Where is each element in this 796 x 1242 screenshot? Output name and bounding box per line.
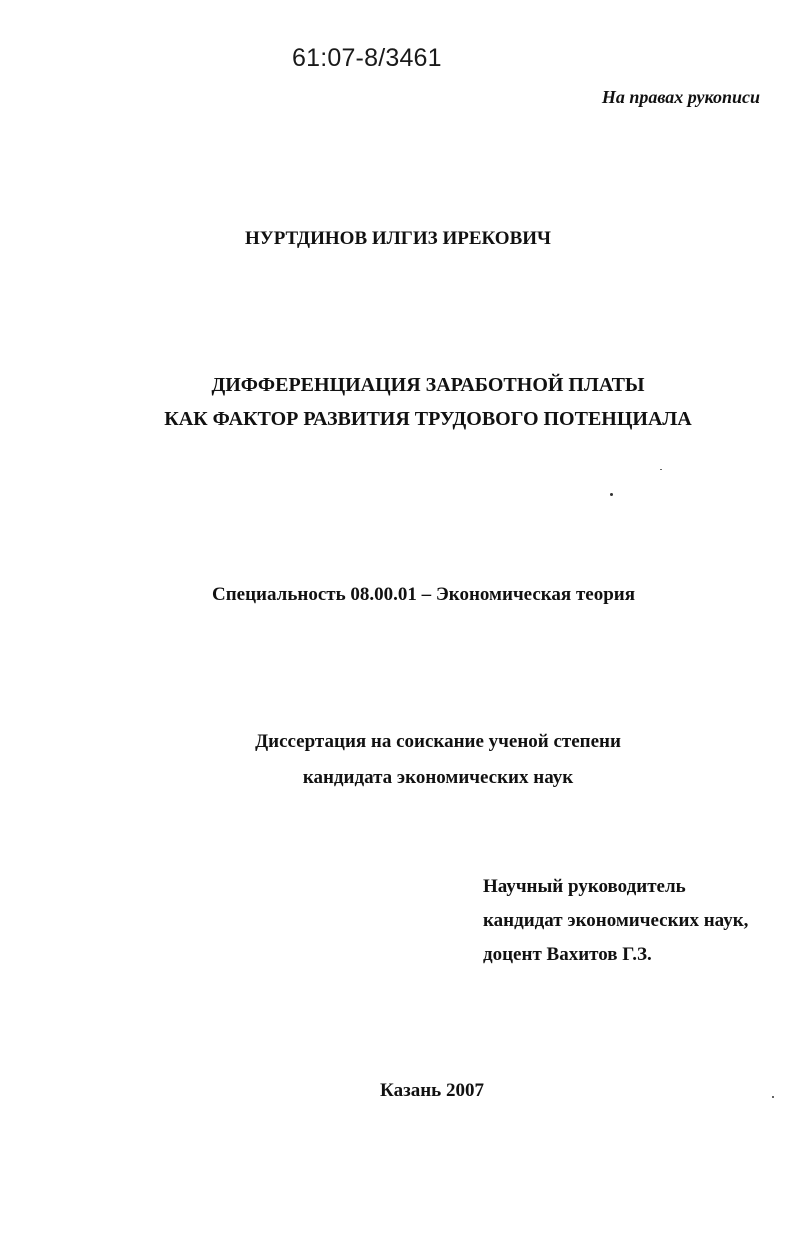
title-line: КАК ФАКТОР РАЗВИТИЯ ТРУДОВОГО ПОТЕНЦИАЛА: [164, 408, 692, 430]
dissertation-title: [0, 368, 796, 436]
degree-line: кандидата экономических наук: [302, 767, 574, 788]
archive-code: 61:07-8/3461: [292, 44, 442, 72]
scan-speck: [772, 1096, 774, 1098]
degree-line: Диссертация на соискание ученой степени: [255, 731, 621, 752]
rights-note: На правах рукописи: [601, 87, 760, 107]
supervisor-block: [483, 870, 748, 972]
supervisor-line: доцент Вахитов Г.З.: [483, 944, 652, 965]
city-year: Казань 2007: [380, 1080, 484, 1101]
author-name: НУРТДИНОВ ИЛГИЗ ИРЕКОВИЧ: [245, 228, 551, 249]
scan-speck: [610, 493, 613, 496]
scan-speck: [660, 469, 662, 470]
degree-statement: [0, 724, 796, 796]
title-line: ДИФФЕРЕНЦИАЦИЯ ЗАРАБОТНОЙ ПЛАТЫ: [211, 374, 645, 396]
supervisor-line: кандидат экономических наук,: [483, 910, 749, 931]
supervisor-line: Научный руководитель: [483, 876, 686, 897]
specialty: Специальность 08.00.01 – Экономическая теория: [212, 584, 636, 605]
